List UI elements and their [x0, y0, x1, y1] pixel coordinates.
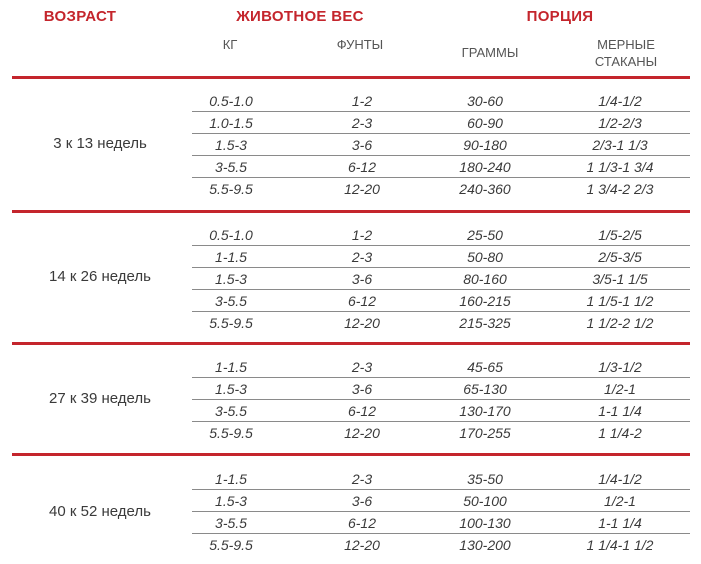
group-divider	[12, 76, 690, 79]
cell-lb: 3-6	[351, 493, 373, 509]
age-label: 27 к 39 недель	[49, 390, 151, 407]
table-row	[192, 400, 690, 422]
cell-kg: 1-1.5	[215, 359, 247, 375]
cell-cups: 1 1/4-2	[598, 425, 642, 441]
header-lb: ФУНТЫ	[336, 37, 384, 52]
cell-lb: 2-3	[351, 471, 373, 487]
cell-kg: 1.5-3	[215, 271, 247, 287]
cell-grams: 45-65	[467, 359, 503, 375]
header-cups-line2: СТАКАНЫ	[594, 54, 658, 69]
cell-cups: 1-1 1/4	[598, 515, 642, 531]
cell-cups: 1/3-1/2	[598, 359, 642, 375]
table-row	[192, 268, 690, 290]
cell-grams: 240-360	[459, 181, 511, 197]
cell-cups: 3/5-1 1/5	[592, 271, 648, 287]
table-row	[192, 90, 690, 112]
table-row	[192, 134, 690, 156]
cell-kg: 1.0-1.5	[209, 115, 253, 131]
cell-grams: 90-180	[463, 137, 507, 153]
cell-kg: 3-5.5	[215, 293, 247, 309]
table-row	[192, 468, 690, 490]
cell-kg: 1-1.5	[215, 249, 247, 265]
cell-grams: 80-160	[463, 271, 507, 287]
group-divider	[12, 453, 690, 456]
cell-cups: 2/3-1 1/3	[592, 137, 648, 153]
cell-cups: 1/4-1/2	[598, 471, 642, 487]
cell-lb: 2-3	[351, 359, 373, 375]
cell-kg: 1.5-3	[215, 381, 247, 397]
cell-grams: 130-170	[459, 403, 511, 419]
cell-kg: 3-5.5	[215, 403, 247, 419]
cell-grams: 215-325	[459, 315, 511, 331]
cell-lb: 12-20	[344, 315, 380, 331]
header-kg: КГ	[222, 37, 238, 52]
cell-lb: 2-3	[351, 249, 373, 265]
cell-lb: 6-12	[347, 515, 377, 531]
cell-cups: 1/2-1	[604, 493, 636, 509]
cell-grams: 35-50	[467, 471, 503, 487]
table-row	[192, 178, 690, 200]
cell-grams: 180-240	[459, 159, 511, 175]
cell-cups: 1/2-2/3	[598, 115, 642, 131]
table-row	[192, 112, 690, 134]
cell-cups: 1 1/2-2 1/2	[586, 315, 654, 331]
cell-kg: 5.5-9.5	[209, 537, 253, 553]
age-label: 3 к 13 недель	[53, 135, 147, 152]
cell-lb: 12-20	[344, 425, 380, 441]
cell-lb: 1-2	[351, 227, 373, 243]
cell-cups: 1 1/4-1 1/2	[586, 537, 654, 553]
cell-lb: 3-6	[351, 381, 373, 397]
age-label: 14 к 26 недель	[49, 268, 151, 285]
table-row	[192, 156, 690, 178]
table-row	[192, 534, 690, 556]
header-grams: ГРАММЫ	[461, 45, 519, 60]
header-weight: ЖИВОТНОЕ ВЕС	[236, 8, 364, 25]
cell-cups: 1 3/4-2 2/3	[586, 181, 654, 197]
group-divider	[12, 210, 690, 213]
cell-grams: 160-215	[459, 293, 511, 309]
cell-lb: 6-12	[347, 159, 377, 175]
cell-grams: 60-90	[467, 115, 503, 131]
header-age: ВОЗРАСТ	[43, 8, 117, 25]
table-row	[192, 356, 690, 378]
table-row	[192, 246, 690, 268]
cell-cups: 1/5-2/5	[598, 227, 642, 243]
cell-cups: 1 1/5-1 1/2	[586, 293, 654, 309]
cell-kg: 1.5-3	[215, 137, 247, 153]
cell-cups: 2/5-3/5	[598, 249, 642, 265]
cell-grams: 50-100	[463, 493, 507, 509]
cell-kg: 0.5-1.0	[209, 93, 253, 109]
cell-cups: 1 1/3-1 3/4	[586, 159, 654, 175]
table-row	[192, 490, 690, 512]
cell-grams: 30-60	[467, 93, 503, 109]
cell-lb: 12-20	[344, 537, 380, 553]
cell-kg: 5.5-9.5	[209, 315, 253, 331]
cell-lb: 3-6	[351, 271, 373, 287]
cell-lb: 2-3	[351, 115, 373, 131]
cell-kg: 3-5.5	[215, 515, 247, 531]
table-row	[192, 224, 690, 246]
cell-kg: 1.5-3	[215, 493, 247, 509]
table-row	[192, 312, 690, 334]
table-row	[192, 290, 690, 312]
cell-cups: 1-1 1/4	[598, 403, 642, 419]
cell-lb: 3-6	[351, 137, 373, 153]
cell-kg: 0.5-1.0	[209, 227, 253, 243]
cell-grams: 130-200	[459, 537, 511, 553]
cell-grams: 65-130	[463, 381, 507, 397]
header-cups-line1: МЕРНЫЕ	[597, 37, 655, 52]
cell-lb: 12-20	[344, 181, 380, 197]
cell-cups: 1/2-1	[604, 381, 636, 397]
header-portion: ПОРЦИЯ	[526, 8, 594, 25]
group-divider	[12, 342, 690, 345]
cell-grams: 25-50	[467, 227, 503, 243]
cell-grams: 170-255	[459, 425, 511, 441]
age-label: 40 к 52 недель	[49, 503, 151, 520]
cell-grams: 100-130	[459, 515, 511, 531]
cell-lb: 6-12	[347, 403, 377, 419]
cell-kg: 5.5-9.5	[209, 425, 253, 441]
header-cups	[574, 36, 678, 70]
table-row	[192, 512, 690, 534]
cell-lb: 1-2	[351, 93, 373, 109]
cell-cups: 1/4-1/2	[598, 93, 642, 109]
cell-grams: 50-80	[467, 249, 503, 265]
table-row	[192, 422, 690, 444]
table-row	[192, 378, 690, 400]
cell-kg: 1-1.5	[215, 471, 247, 487]
cell-lb: 6-12	[347, 293, 377, 309]
cell-kg: 5.5-9.5	[209, 181, 253, 197]
cell-kg: 3-5.5	[215, 159, 247, 175]
